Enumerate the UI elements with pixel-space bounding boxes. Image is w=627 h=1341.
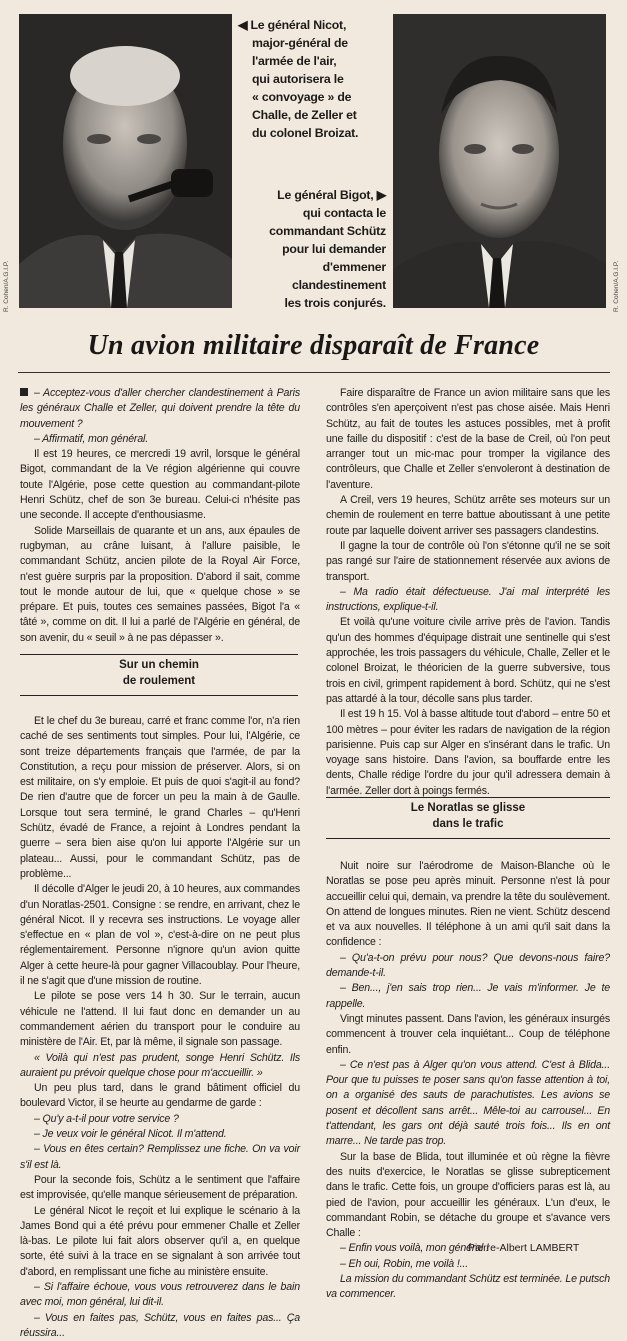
caption-line: du colonel Broizat.: [252, 126, 359, 140]
author-signature: Pierre-Albert LAMBERT: [468, 1242, 580, 1254]
right-column-bottom: [326, 859, 610, 1303]
bullet-square-icon: [20, 388, 28, 396]
subheading-line: Sur un chemin: [119, 659, 199, 671]
paragraph: – Ben..., j'en sais trop rien... Je vais m'informer. Je te rappelle.: [326, 982, 610, 1010]
paragraph: Pour la seconde fois, Schütz a le sentiment que l'affaire est improvisée, qu'elle manque sérieusement de préparation.: [20, 1173, 300, 1202]
left-column-top: [20, 386, 300, 646]
paragraph: La mission du commandant Schütz est terminée. Le putsch va commencer.: [326, 1273, 610, 1301]
paragraph: Il décolle d'Alger le jeudi 20, à 10 heures, aux commandes d'un Noratlas-2501. Consigne : se rendre, en arrivant, chez le général Nicot. Il y recevra ses instructions. Le voyage aller s'effectue en « plan de vol », c'est-à-dire on ne peut plus réglementairement. Personne n'ignore qu'un avion quitte Alger à cette heure-là pour gagner Villacoublay. Pour l'heure, il ne s'agit que d'une mission de routine.: [20, 883, 300, 988]
paragraph: Le général Nicot le reçoit et lui explique le scénario à la James Bond qui a été prévu pour emmener Challe et Zeller là-bas. Le pilote lui fait alors observer qu'il a, en quelque sorte, été suivi à la trace en se signalant à son arrivée tout d'abord, en remplissant une fiche au ministère ensuite.: [20, 1204, 300, 1278]
paragraph: – Acceptez-vous d'aller chercher clandestinement à Paris les généraux Challe et Zeller, qui doivent prendre la tête du mouvement ?: [20, 387, 300, 430]
paragraph: A Creil, vers 19 heures, Schütz arrête ses moteurs sur un chemin de roulement en terre battue aboutissant à une petite route par laquelle doivent arriver ses passagers clandestins.: [326, 494, 610, 537]
paragraph: Faire disparaître de France un avion militaire sans que les contrôles s'en aperçoivent n'est pas chose aisée. Mais Henri Schütz, au fait de toutes les astuces possibles, met à profit une faille du dispositif : c'est de la base de Creil, où l'on peut arranger tout un mic-mac pour tromper la vigilance des contrôleurs, que Challe et Zeller s'envoleront à destination de l'aventure.: [326, 387, 610, 491]
subheading-line: Le Noratlas se glisse: [410, 802, 526, 814]
caption-line: « convoyage » de: [252, 90, 352, 104]
subheading-line: dans le trafic: [432, 818, 504, 830]
photo-credit-right: R. Cohen/A.G.I.P.: [613, 260, 620, 312]
paragraph: Solide Marseillais de quarante et un ans, aux épaules de rugbyman, au crâne luisant, à l'allure paisible, le commandant Schütz, ancien pilote de la Royal Air Force, n'est guère surpris par la proposition. D'abord il sait, comme tout le monde autour de lui, que « quelque chose » se prépare. Et puis, toutes ces semaines passées, Bigot l'a « tâté », comme on dit. Il lui a parlé de l'Algérie en général, de son avenir, du « seuil » à ne pas dépasser ».: [20, 524, 300, 644]
paragraph: – Qu'a-t-on prévu pour nous? Que devons-nous faire? demande-t-il.: [326, 951, 610, 980]
caption-line: major-général de: [252, 36, 348, 50]
paragraph: Un peu plus tard, dans le grand bâtiment officiel du boulevard Victor, il se heurte au gendarme de garde :: [20, 1082, 300, 1110]
caption-line: d'emmener: [322, 260, 386, 274]
caption-line: clandestinement: [291, 278, 386, 292]
caption-line: qui autorisera le: [252, 72, 344, 86]
caption-line: commandant Schütz: [269, 224, 386, 238]
paragraph: Il est 19 h 15. Vol à basse altitude tout d'abord – entre 50 et 100 mètres – pour éviter les radars de navigation de la région parisienne. Puis cap sur Alger en s'insérant dans le trafic. Un voyage sans histoire. Dans l'avion, sa bouffarde entre les dents, Challe rédige l'ordre du jour qu'il adressera demain à l'armée. Zeller dort à poings fermés.: [326, 708, 610, 797]
caption-line: les trois conjurés.: [284, 296, 386, 310]
paragraph: Nuit noire sur l'aérodrome de Maison-Blanche où le Noratlas se pose peu après minuit. Personne n'est là pour accueillir celui qui, demain, va prendre la tête du soulèvement. On attend de longues minutes. Rien ne vient. Schütz descend et va aux nouvelles. Il téléphone à un ami qu'il sait dans la confidence :: [326, 860, 610, 949]
caption-line: Challe, de Zeller et: [252, 108, 357, 122]
caption-line: l'armée de l'air,: [252, 54, 337, 68]
paragraph: – Je veux voir le général Nicot. Il m'attend.: [34, 1128, 227, 1141]
subheading-chemin: [20, 654, 298, 696]
paragraph: – Eh oui, Robin, me voilà !...: [340, 1257, 468, 1270]
caption-nicot: [238, 16, 388, 142]
paragraph: Il est 19 heures, ce mercredi 19 avril, lorsque le général Bigot, commandant de la Ve région algérienne qui couvre toute l'Algérie, pose cette question au commandant-pilote Henri Schütz, chef de son 3e bureau. Celui-ci n'hésite pas une seconde. Il accepte d'enthousiasme.: [20, 448, 300, 522]
photo-general-bigot: [393, 14, 606, 308]
paragraph: – Affirmatif, mon général.: [34, 432, 149, 445]
subheading-noratlas: [326, 797, 610, 839]
left-column-bottom: [20, 714, 300, 1341]
caption-line: pour lui demander: [282, 242, 386, 256]
caption-line: ◀ Le général Nicot,: [238, 18, 347, 32]
photo-credit-left: R. Cohen/A.G.I.P.: [3, 260, 10, 312]
photo-general-nicot: [19, 14, 232, 308]
paragraph: Sur la base de Blida, tout illuminée et où règne la fièvre des nuits d'exercice, le Noratlas se glisse subrepticement dans le trafic. Cette fois, un groupe d'officiers paras est là, au pied de l'avion, pour accueillir les généraux. L'un d'eux, le commandant Robin, se détache du groupe et s'avance vers Challe :: [326, 1150, 610, 1240]
paragraph: – Ce n'est pas à Alger qu'on vous attend. C'est à Blida... Pour que tu puisses te poser sans qu'on fasse attention à toi, on a organisé des sauts de parachutistes. Les avions se posent et décollent sans arrêt... Mêle-toi au carrousel... En t'attendant, les gars ont déjà sauté trois fois... Ils en ont marre... Ne tarde pas trop.: [326, 1058, 610, 1148]
paragraph: – Vous en faites pas, Schütz, vous en faites pas... Ça réussira...: [20, 1311, 300, 1339]
right-column-top: [326, 386, 610, 799]
paragraph: Et le chef du 3e bureau, carré et franc comme l'or, n'a rien caché de ses sentiments tout simples. Pour lui, l'Algérie, ce sont treize départements français que l'armée, de par la Constitution, a reçu pour mission de préserver. Alors, si on est militaire, on s'y emploie. Et puis de quoi s'agit-il au fond? De rien d'autre que de forcer un peu la main à de Gaulle. Lorsque tout sera terminé, le grand Charles – qu'Henri Schütz, évadé de France, a rejoint à Londres pendant la guerre – sera bien aise qu'on lui apporte l'Algérie sur un plateau... Aussi, pour le commandant Schütz, pas de problème...: [20, 715, 300, 880]
article-headline: Un avion militaire disparaît de France: [87, 330, 540, 361]
paragraph: Vingt minutes passent. Dans l'avion, les généraux insurgés commencent à trouver cela inquiétant... Coup de téléphone enfin.: [326, 1012, 610, 1056]
paragraph: – Vous en êtes certain? Remplissez une fiche. On va voir s'il est là.: [20, 1143, 300, 1171]
paragraph: – Ma radio était défectueuse. J'ai mal interprété les instructions, explique-t-il.: [326, 585, 610, 614]
headline-rule: [18, 372, 610, 373]
paragraph: – Si l'affaire échoue, vous vous retrouverez dans le bain avec moi, mon général, lui dit-il.: [20, 1280, 300, 1309]
paragraph: Le pilote se pose vers 14 h 30. Sur le terrain, aucun véhicule ne l'attend. Il lui faut donc en demander un au commandement aérien du transport pour le conduire au ministère de l'Air. Et, par là même, il signale son passage.: [20, 990, 300, 1049]
paragraph: Et voilà qu'une voiture civile arrive près de l'avion. Tandis qu'un des hommes d'équipage distrait une sentinelle qui s'est approchée, les trois passagers du véhicule, Challe, Zeller et le colonel Broizat, le théoricien de la guerre subversive, tous trois en civil, grimpent rapidement à bord. Schütz, qui ne s'est pas attardé à la tour, décolle sans plus tarder.: [326, 616, 610, 705]
caption-bigot: [230, 186, 386, 312]
caption-line: qui contacta le: [302, 206, 386, 220]
caption-line: Le général Bigot, ▶: [277, 188, 386, 202]
paragraph: « Voilà qui n'est pas prudent, songe Henri Schütz. Ils auraient pu prévoir quelque chose pour m'accueillir. »: [20, 1051, 300, 1079]
paragraph: Il gagne la tour de contrôle où l'on s'étonne qu'il ne se soit pas rangé sur l'aire de stationnement réservée aux avions de transport.: [326, 539, 610, 583]
subheading-line: de roulement: [122, 675, 196, 687]
paragraph: – Enfin vous voilà, mon général !: [340, 1242, 489, 1255]
paragraph: – Qu'y a-t-il pour votre service ?: [34, 1112, 179, 1125]
